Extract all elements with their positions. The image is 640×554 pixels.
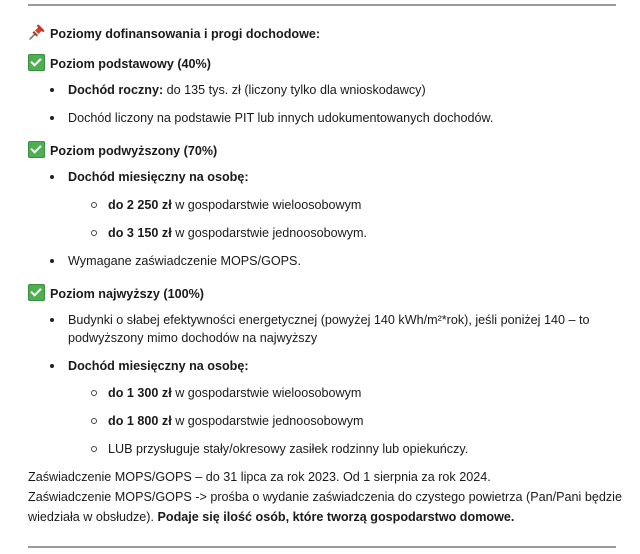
item-text-continuation: podwyższony mimo dochodów na najwyższy (68, 331, 318, 345)
item-text: w gospodarstwie wieloosobowym (171, 198, 362, 212)
level-highest-heading (28, 284, 204, 302)
item-text: w gospodarstwie jednoosobowym. (171, 226, 368, 240)
item-text: LUB przysługuje stały/okresowy zasiłek rodzinny lub opiekuńczy. (108, 442, 469, 456)
note-line: Zaświadczenie MOPS/GOPS – do 31 lipca za rok 2023. Od 1 sierpnia za rok 2024. (28, 470, 491, 484)
check-mark-icon (28, 284, 45, 301)
item-label: Dochód miesięczny na osobę: (68, 359, 249, 373)
circle-bullet-icon (91, 230, 97, 236)
item-amount: do 1 300 zł (108, 386, 172, 400)
pushpin-icon (28, 24, 45, 41)
item-amount: do 2 250 zł (108, 198, 172, 212)
circle-bullet-icon (91, 446, 97, 452)
circle-bullet-icon (91, 390, 97, 396)
bottom-divider (28, 546, 616, 548)
item-text: do 135 tys. zł (liczony tylko dla wnioskodawcy) (163, 83, 426, 97)
note-emphasis: Podaje się ilość osób, które tworzą gospodarstwo domowe. (157, 510, 515, 524)
level-basic-heading (28, 54, 211, 72)
level-raised-heading (28, 141, 217, 159)
bullet-icon (50, 88, 54, 92)
level-title: Poziom podwyższony (70%) (50, 144, 218, 158)
circle-bullet-icon (91, 202, 97, 208)
item-amount: do 3 150 zł (108, 226, 172, 240)
note-line: Zaświadczenie MOPS/GOPS -> prośba o wydanie zaświadczenia do czystego powietrza (Pan/Pani będzie (28, 490, 622, 504)
level-title: Poziom podstawowy (40%) (50, 57, 211, 71)
item-text: Dochód liczony na podstawie PIT lub innych udokumentowanych dochodów. (68, 111, 494, 125)
bullet-icon (50, 364, 54, 368)
item-label: Dochód miesięczny na osobę: (68, 170, 249, 184)
item-text: Wymagane zaświadczenie MOPS/GOPS. (68, 254, 301, 268)
item-text: w gospodarstwie wieloosobowym (171, 386, 362, 400)
note-text: wiedziała w obsłudze). (28, 510, 158, 524)
item-text: Budynki o słabej efektywności energetycznej (powyżej 140 kWh/m²*rok), jeśli poniżej 140 – to (68, 313, 590, 327)
section-heading (28, 24, 320, 42)
note-line (28, 509, 514, 525)
heading-text: Poziomy dofinansowania i progi dochodowe: (50, 27, 321, 41)
bullet-icon (50, 259, 54, 263)
top-divider (28, 4, 616, 6)
check-mark-icon (28, 141, 45, 158)
bullet-icon (50, 175, 54, 179)
check-mark-icon (28, 54, 45, 71)
item-amount: do 1 800 zł (108, 414, 172, 428)
item-text: w gospodarstwie jednoosobowym (171, 414, 364, 428)
level-title: Poziom najwyższy (100%) (50, 287, 204, 301)
item-label: Dochód roczny: (68, 83, 164, 97)
bullet-icon (50, 318, 54, 322)
circle-bullet-icon (91, 418, 97, 424)
bullet-icon (50, 116, 54, 120)
